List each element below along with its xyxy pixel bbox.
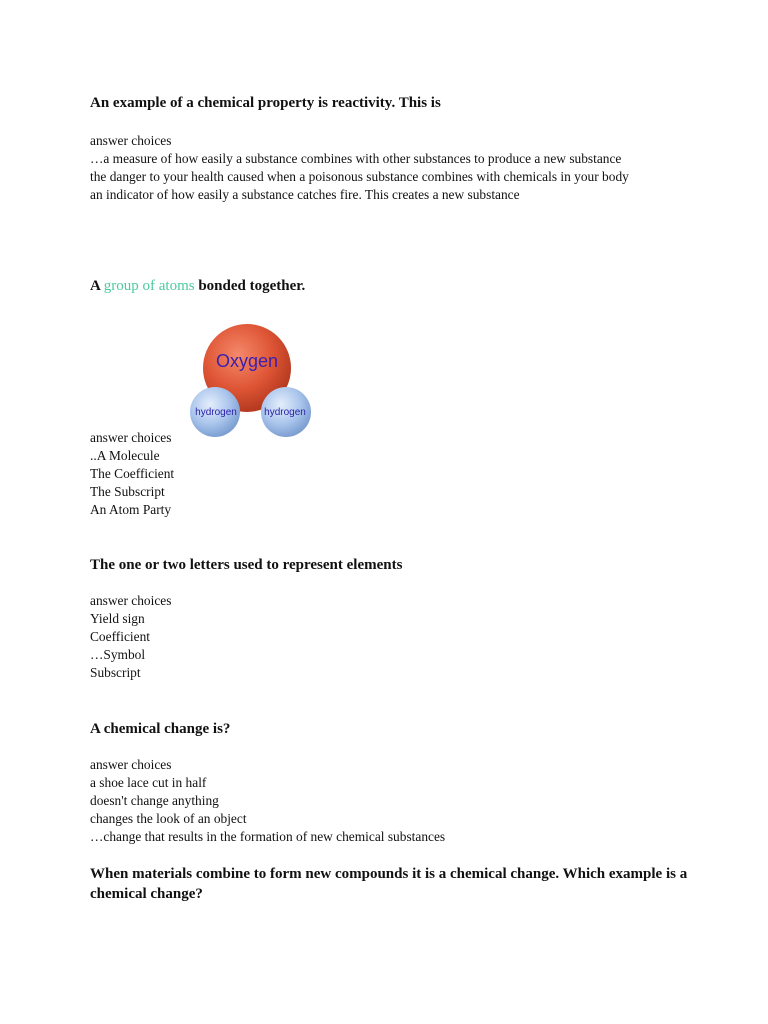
answer-choices-4 <box>90 756 670 846</box>
question-4: A chemical change is? <box>90 721 231 737</box>
water-molecule-image <box>190 318 312 442</box>
choice-1c: an indicator of how easily a substance catches fire. This creates a new substance <box>90 187 520 202</box>
question-1: An example of a chemical property is reactivity. This is <box>90 95 441 111</box>
question-5: When materials combine to form new compounds it is a chemical change. Which example is a chemical change? <box>90 866 688 902</box>
question-2-highlight: group of atoms <box>103 278 195 294</box>
choice-3c: …Symbol <box>90 647 146 662</box>
hydrogen-label-left: hydrogen <box>195 407 237 418</box>
answer-choices-label: answer choices <box>90 133 172 148</box>
answer-choices-2 <box>90 429 670 519</box>
question-2 <box>90 276 690 296</box>
choice-4a: a shoe lace cut in half <box>90 775 207 790</box>
question-2-prefix: A <box>90 278 101 294</box>
answer-choices-label: answer choices <box>90 593 172 608</box>
choice-3d: Subscript <box>90 665 141 680</box>
question-3: The one or two letters used to represent elements <box>90 557 403 573</box>
choice-4b: doesn't change anything <box>90 793 219 808</box>
choice-3b: Coefficient <box>90 629 150 644</box>
hydrogen-label-right: hydrogen <box>264 407 306 418</box>
choice-1a: …a measure of how easily a substance combines with other substances to produce a new substance <box>90 151 622 166</box>
choice-4d: …change that results in the formation of new chemical substances <box>90 829 446 844</box>
oxygen-label: Oxygen <box>215 351 279 371</box>
choice-1b: the danger to your health caused when a poisonous substance combines with chemicals in your body <box>90 169 629 184</box>
question-2-suffix: bonded together. <box>198 278 306 294</box>
answer-choices-3 <box>90 592 670 682</box>
choice-2c: The Subscript <box>90 484 165 499</box>
answer-choices-1 <box>90 132 670 204</box>
answer-choices-label: answer choices <box>90 430 172 445</box>
choice-2a: ..A Molecule <box>90 448 160 463</box>
choice-2d: An Atom Party <box>90 502 172 517</box>
choice-3a: Yield sign <box>90 611 145 626</box>
choice-4c: changes the look of an object <box>90 811 247 826</box>
answer-choices-label: answer choices <box>90 757 172 772</box>
choice-2b: The Coefficient <box>90 466 175 481</box>
